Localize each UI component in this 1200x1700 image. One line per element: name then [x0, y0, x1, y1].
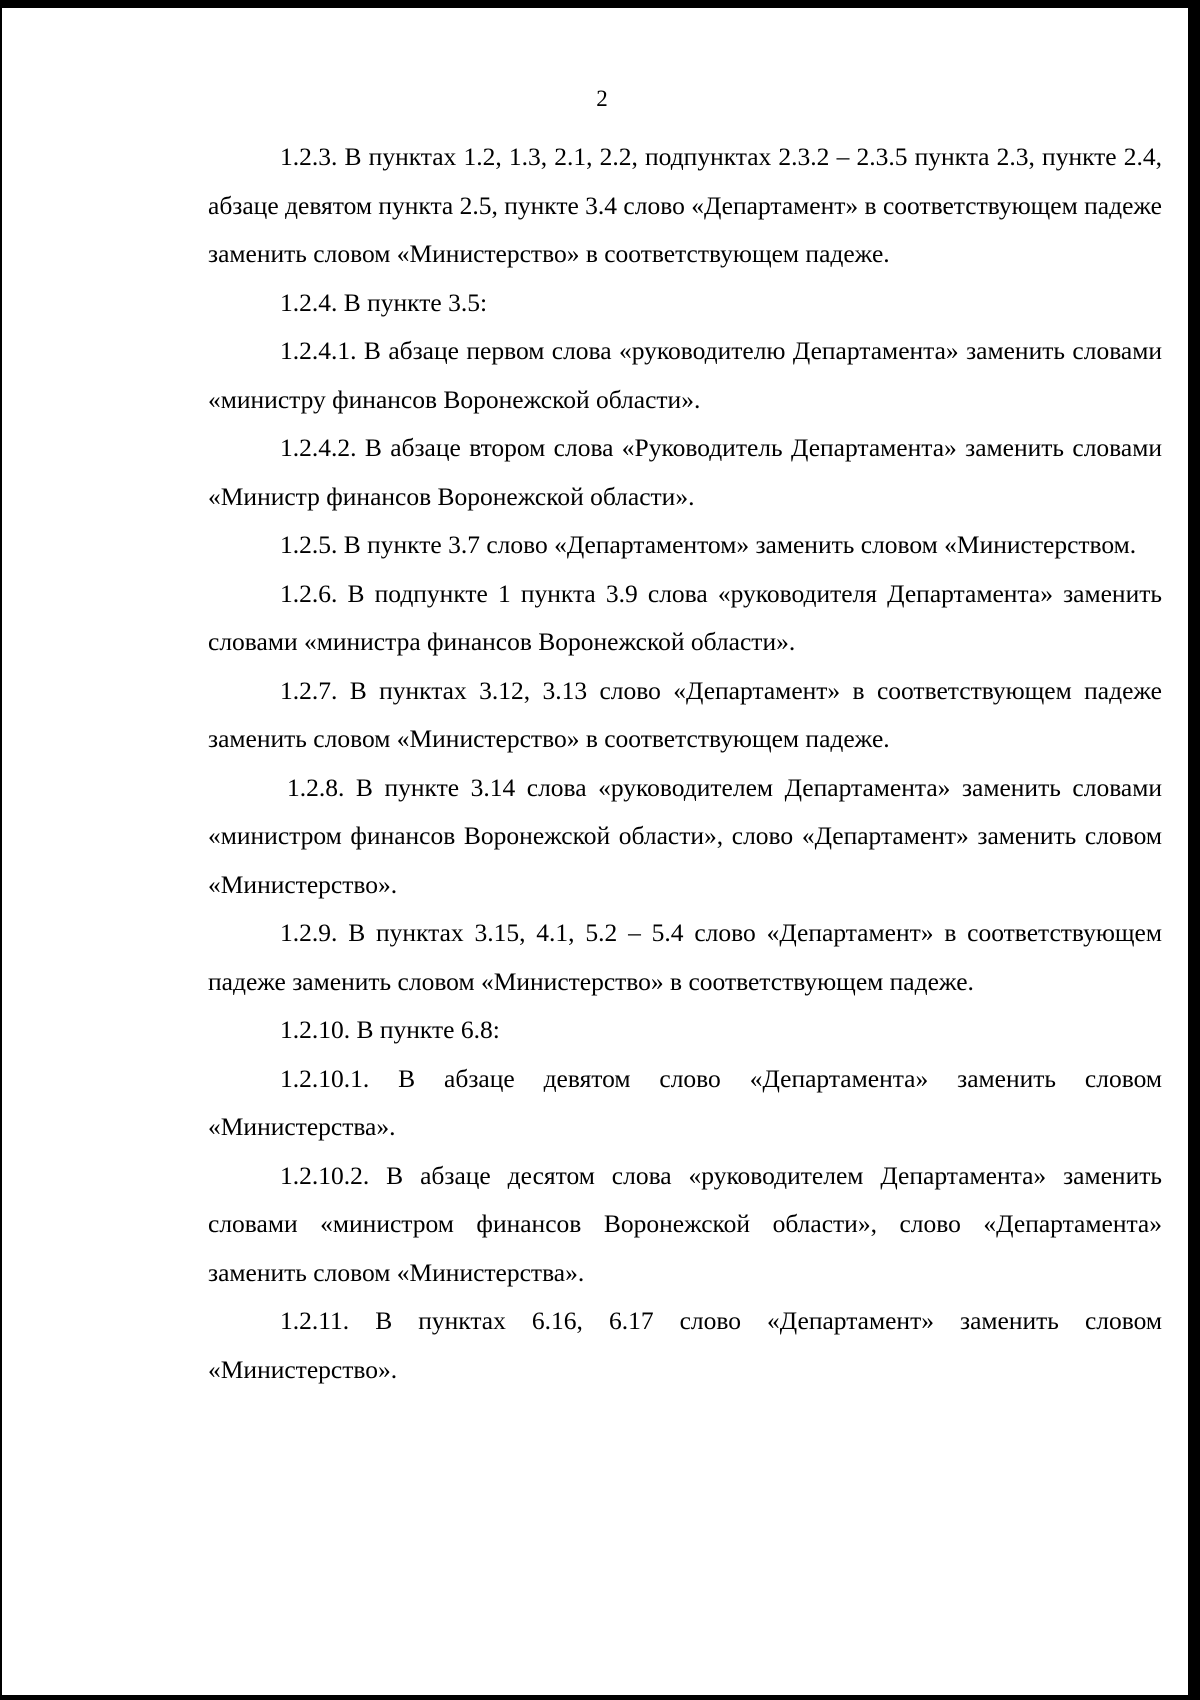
paragraph-1-2-6: 1.2.6. В подпункте 1 пункта 3.9 слова «руководителя Департамента» заменить словами «министра финансов Воронежской области».	[208, 578, 1162, 656]
paragraph-1-2-4-2: 1.2.4.2. В абзаце втором слова «Руководитель Департамента» заменить словами «Министр финансов Воронежской области».	[208, 433, 1162, 511]
document-body	[208, 133, 1162, 1394]
paragraph-1-2-9: 1.2.9. В пунктах 3.15, 4.1, 5.2 – 5.4 слово «Департамент» в соответствующем падеже заменить словом «Министерство» в соответствующем падеже.	[208, 918, 1162, 996]
paragraph-1-2-10-1: 1.2.10.1. В абзаце девятом слово «Департамента» заменить словом «Министерства».	[208, 1063, 1162, 1141]
paragraph-1-2-3: 1.2.3. В пунктах 1.2, 1.3, 2.1, 2.2, подпунктах 2.3.2 – 2.3.5 пункта 2.3, пункте 2.4, абзаце девятом пункта 2.5, пункте 3.4 слово «Департамент» в соответствующем падеже заменить словом «Министерство» в соответствующем падеже.	[208, 142, 1162, 268]
paragraph-1-2-7: 1.2.7. В пунктах 3.12, 3.13 слово «Департамент» в соответствующем падеже заменить словом «Министерство» в соответствующем падеже.	[208, 675, 1162, 753]
paragraph-1-2-8: 1.2.8. В пункте 3.14 слова «руководителем Департамента» заменить словами «министром финансов Воронежской области», слово «Департамент» заменить словом «Министерство».	[208, 772, 1162, 899]
paragraph-1-2-4: 1.2.4. В пункте 3.5:	[280, 287, 488, 317]
paragraph-1-2-10: 1.2.10. В пункте 6.8:	[280, 1015, 500, 1044]
paragraph-1-2-11: 1.2.11. В пунктах 6.16, 6.17 слово «Департамент» заменить словом «Министерство».	[208, 1306, 1162, 1384]
paragraph-1-2-4-1: 1.2.4.1. В абзаце первом слова «руководителю Департамента» заменить словами «министру финансов Воронежской области».	[208, 336, 1162, 414]
paragraph-1-2-5: 1.2.5. В пункте 3.7 слово «Департаментом» заменить словом «Министерством.	[280, 530, 1137, 559]
page-number: 2	[596, 86, 608, 111]
paragraph-1-2-10-2: 1.2.10.2. В абзаце десятом слова «руководителем Департамента» заменить словами «министром финансов Воронежской области», слово «Департамента» заменить словом «Министерства».	[208, 1160, 1162, 1287]
